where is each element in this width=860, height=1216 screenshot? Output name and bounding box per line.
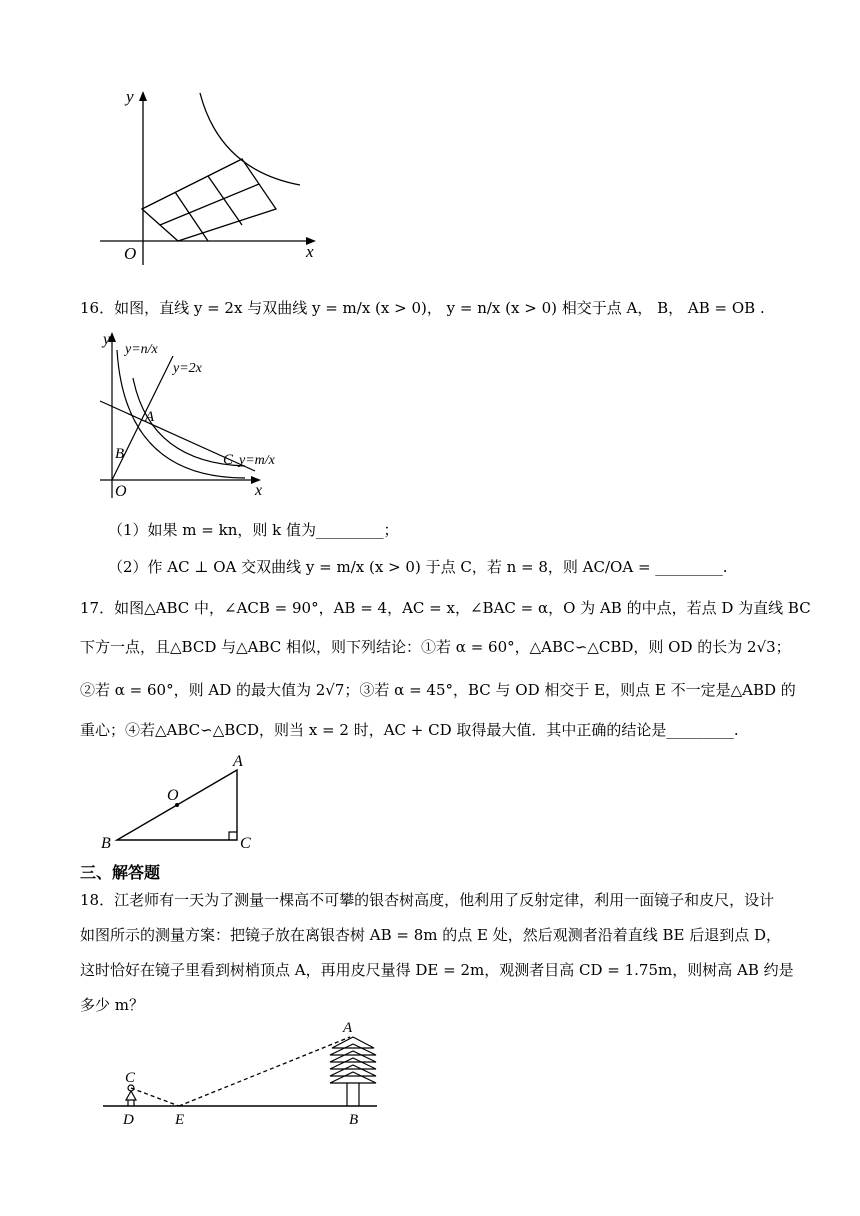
- label-ym: y=m/x: [239, 453, 275, 468]
- rectangle-grid: [142, 159, 276, 241]
- point-a-label: A: [145, 409, 155, 425]
- y-axis-label: y: [103, 331, 111, 348]
- q18-line3: 这时恰好在镜子里看到树梢顶点 A，再用皮尺量得 DE = 2m，观测者目高 CD = 1.75m，则树高 AB 约是: [80, 961, 794, 979]
- q18-line1: 18．江老师有一天为了测量一棵高不可攀的银杏树高度，他利用了反射定律，利用一面镜子和皮尺，设计: [80, 891, 775, 909]
- point-d-label: D: [123, 1112, 134, 1128]
- q17-triangle-figure: [95, 752, 270, 852]
- sight-line-ce: [131, 1088, 179, 1106]
- q17-line2: 下方一点，且△BCD 与△ABC 相似，则下列结论：①若 α = 60°，△ABC∽△CBD，则 OD 的长为 2√3；: [80, 638, 791, 656]
- q17-line1: 17．如图△ABC 中，∠ACB = 90°，AB = 4，AC = x，∠BAC = α，O 为 AB 的中点，若点 D 为直线 BC: [80, 599, 811, 617]
- origin-label: O: [124, 244, 137, 263]
- point-e-label: E: [175, 1112, 185, 1128]
- q17-line3: ②若 α = 60°，则 AD 的最大值为 2√7；③若 α = 45°，BC 与 OD 相交于 E，则点 E 不一定是△ABD 的: [80, 681, 796, 699]
- right-angle-mark: [229, 832, 237, 840]
- point-b-label: B: [101, 835, 111, 852]
- point-b-label: B: [115, 446, 125, 462]
- sight-line-ea: [179, 1037, 350, 1106]
- tree-figure: [330, 1037, 376, 1106]
- q18-line4: 多少 m？: [80, 996, 144, 1014]
- q16-part2: （2）作 AC ⊥ OA 交双曲线 y = m/x (x > 0) 于点 C，若 n = 8，则 AC/OA = _________.: [108, 558, 728, 576]
- point-c-label: C: [240, 835, 251, 852]
- point-b-label: B: [349, 1112, 359, 1128]
- x-axis-label: x: [255, 482, 263, 499]
- q17-line4: 重心；④若△ABC∽△BCD，则当 x = 2 时，AC + CD 取得最大值．其中正确的结论是_________.: [80, 721, 739, 739]
- point-o-label: O: [167, 787, 179, 804]
- point-c-label: C: [223, 452, 234, 468]
- q16-part1: （1）如果 m = kn，则 k 值为_________；: [108, 521, 399, 539]
- y-axis-label: y: [126, 87, 134, 106]
- q16-stem: 16．如图，直线 y = 2x 与双曲线 y = m/x (x > 0)， y = n/x (x > 0) 相交于点 A， B， AB = OB .: [80, 299, 765, 317]
- q16-figure: [95, 328, 285, 508]
- label-yn: y=n/x: [125, 342, 158, 357]
- point-a-label: A: [343, 1020, 353, 1036]
- x-axis-label: x: [306, 242, 314, 261]
- point-a-label: A: [233, 753, 243, 770]
- point-c-label: C: [125, 1070, 136, 1086]
- q18-figure: [95, 1015, 385, 1130]
- q15-figure: [90, 85, 330, 265]
- origin-label: O: [115, 483, 127, 500]
- q18-line2: 如图所示的测量方案：把镜子放在离银杏树 AB = 8m 的点 E 处，然后观测者沿着直线 BE 后退到点 D，: [80, 926, 782, 944]
- section-heading: 三、解答题: [80, 863, 161, 882]
- label-y2x: y=2x: [173, 361, 202, 376]
- y-axis-arrow: [139, 91, 147, 101]
